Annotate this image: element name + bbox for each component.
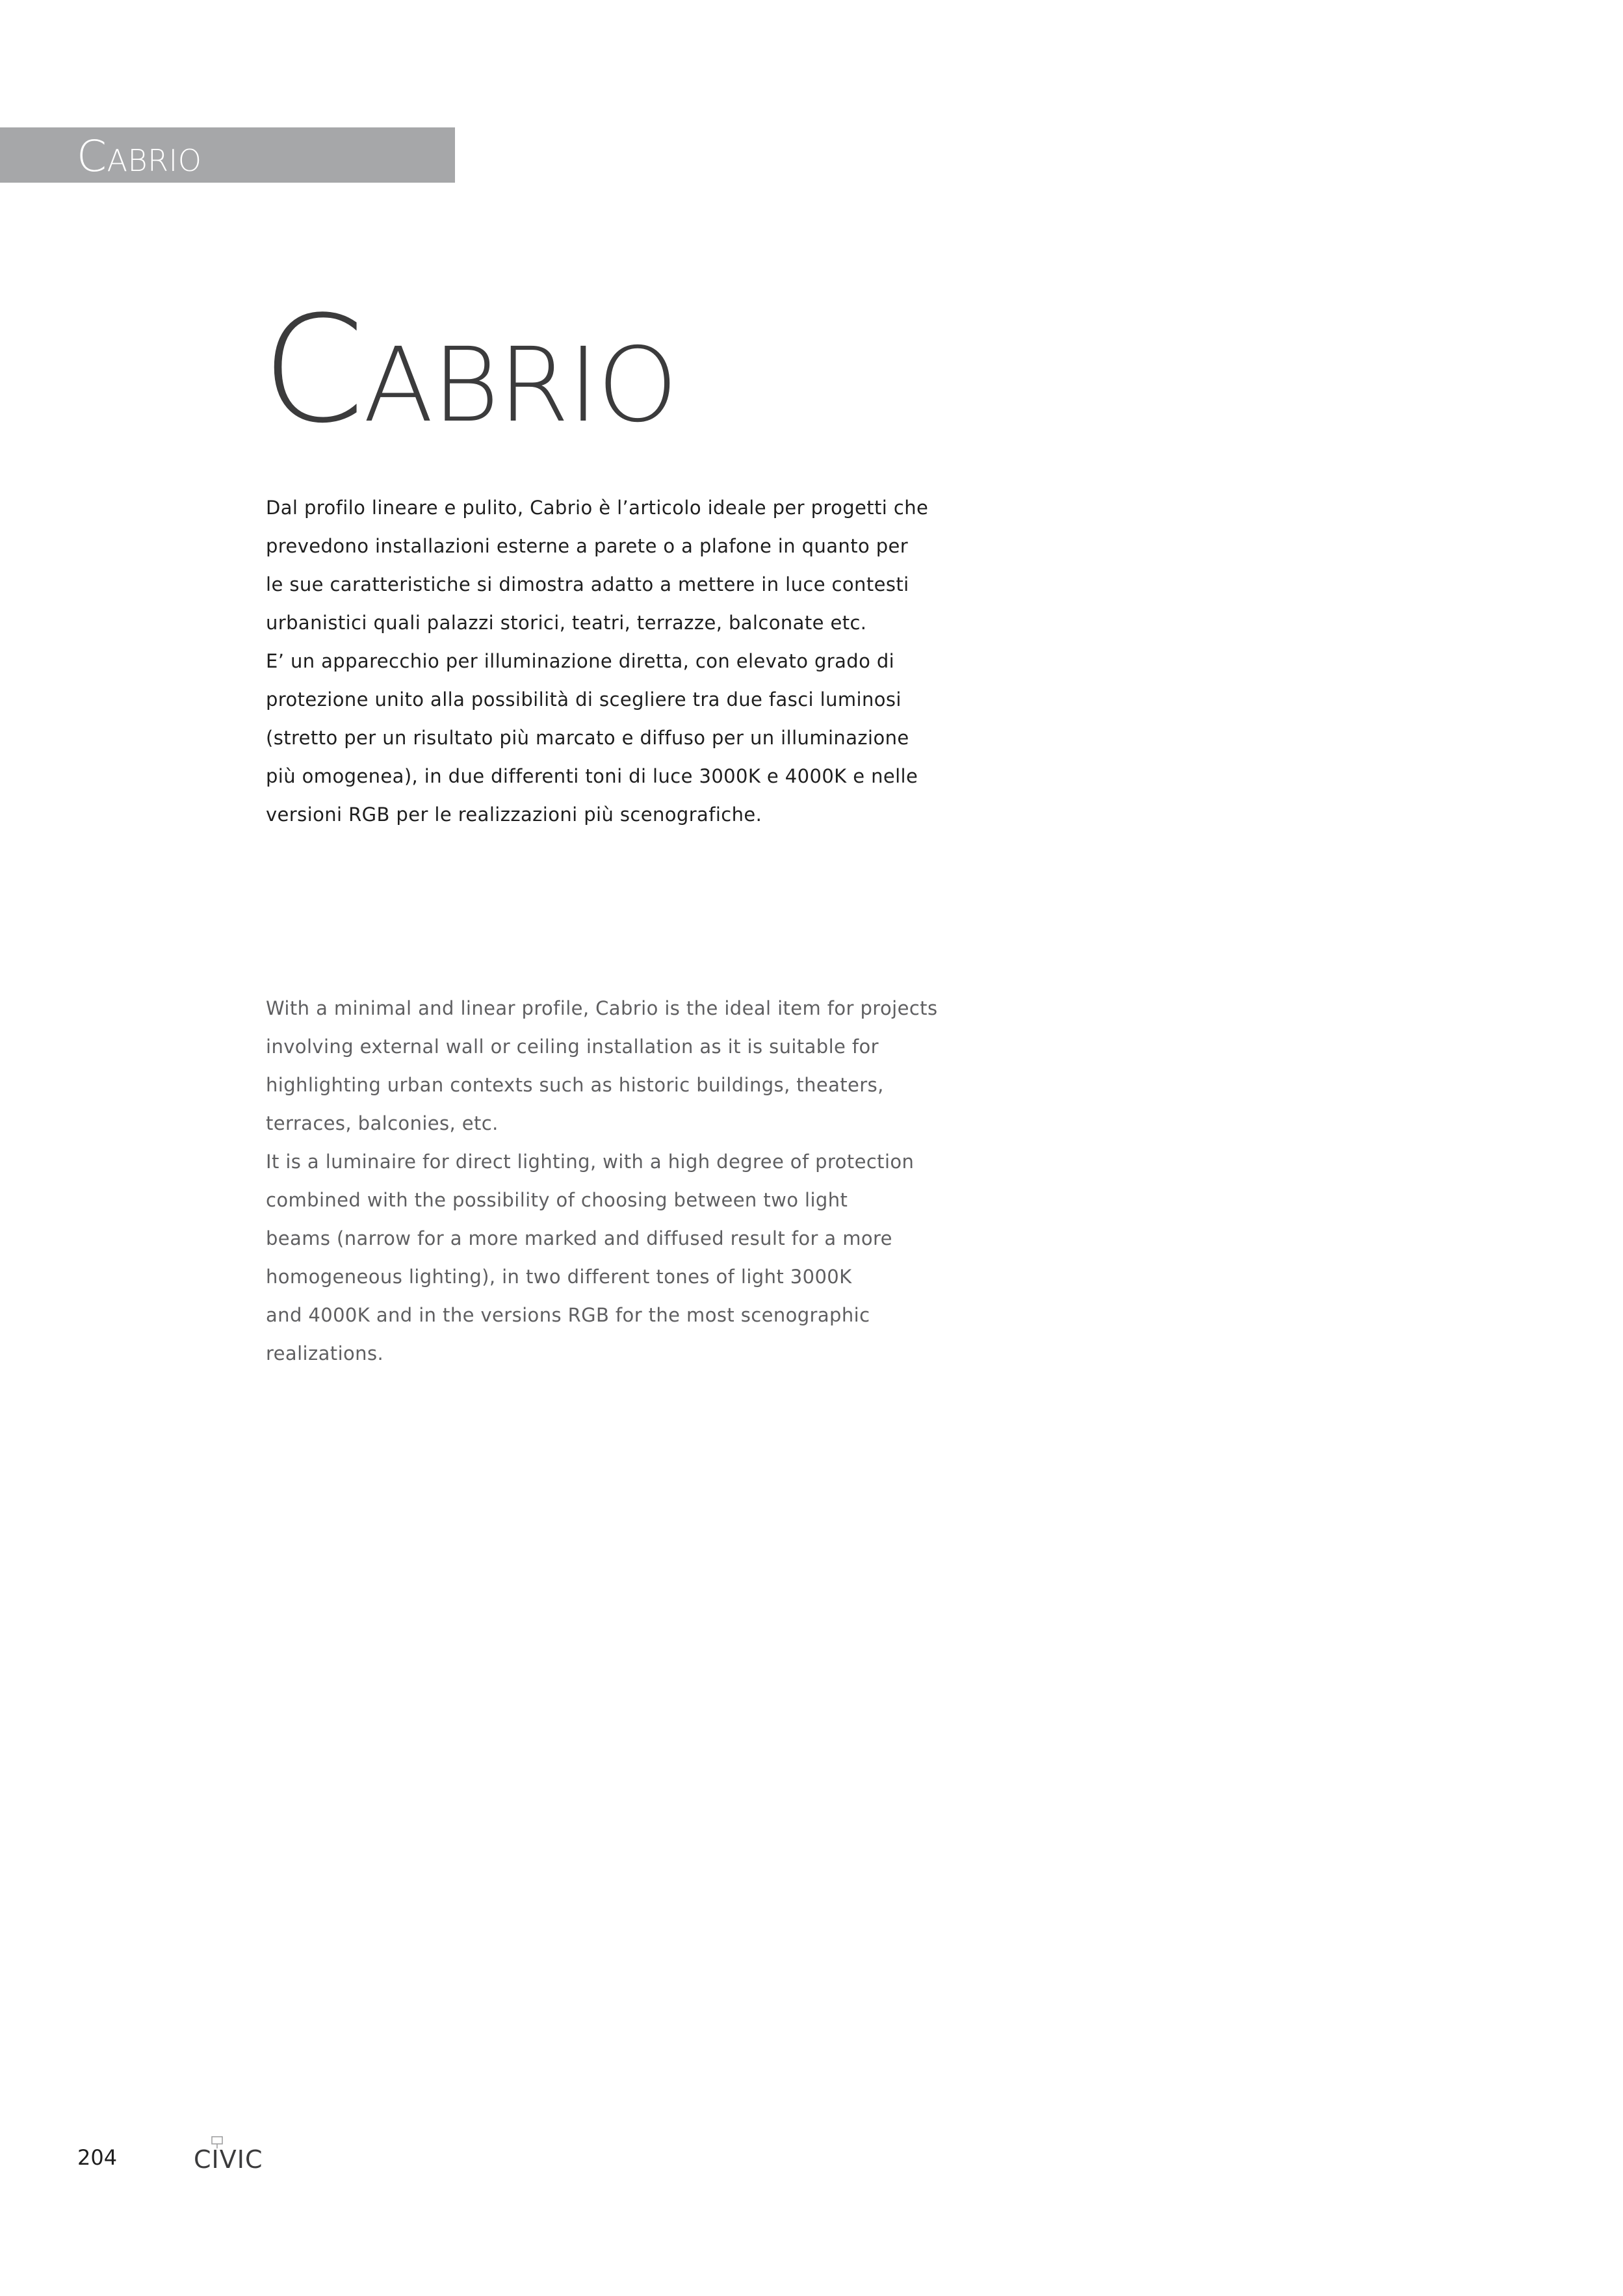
description-english-paragraph-2: It is a luminaire for direct lighting, with a high degree of protection combined with the possibility of choosing between two light beams (narrow for a more marked and diffused result for a more homogeneous lighting), in two different tones of light 3000K and 4000K and in the versions RGB for the most scenographic realizations.: [266, 1151, 915, 1364]
description-italian-paragraph-1: Dal profilo lineare e pulito, Cabrio è l’articolo ideale per progetti che prevedono installazioni esterne a parete o a plafone in quanto per le sue caratteristiche si dimostra adatto a mettere in luce contesti urbanistici quali palazzi storici, teatri, terrazze, balconate etc.: [266, 497, 929, 634]
logo-wordmark: CIVIC: [194, 2145, 263, 2174]
page-number: 204: [77, 2145, 118, 2170]
civic-logo: [194, 2144, 263, 2176]
page-title: Cabrio: [262, 285, 677, 456]
section-header-bar: [0, 127, 455, 183]
section-label: Cabrio: [77, 131, 202, 181]
description-english-paragraph-1: With a minimal and linear profile, Cabrio is the ideal item for projects involving external wall or ceiling installation as it is suitable for highlighting urban contexts such as historic buildings, theaters, terraces, balconies, etc.: [266, 997, 938, 1134]
description-english: [266, 989, 981, 1373]
description-italian-paragraph-2: E’ un apparecchio per illuminazione diretta, con elevato grado di protezione unito alla possibilità di scegliere tra due fasci luminosi (stretto per un risultato più marcato e diffuso per un illuminazione più omogenea), in due differenti toni di luce 3000K e 4000K e nelle versioni RGB per le realizzazioni più scenografiche.: [266, 650, 918, 826]
description-italian: [266, 489, 981, 834]
